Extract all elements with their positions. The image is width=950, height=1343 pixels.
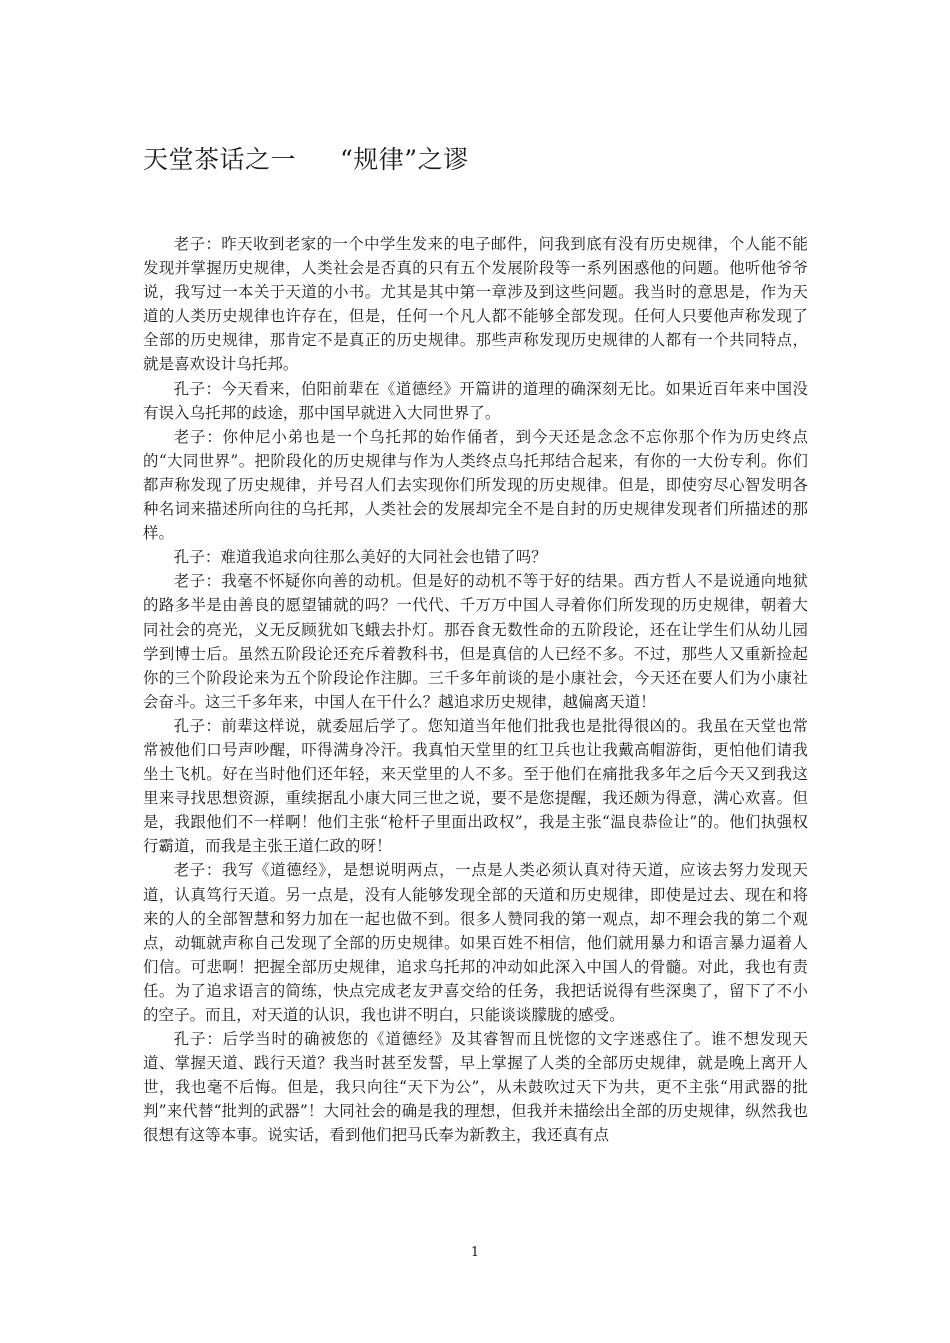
page-number: 1	[470, 1245, 480, 1260]
paragraph: 老子：我写《道德经》，是想说明两点，一点是人类必须认真对待天道，应该去努力发现天道，认真笃行天道。另一点是，没有人能够发现全部的天道和历史规律，即使是过去、现在和将来的人的全部智慧和努力加在一起也做不到。很多人赞同我的第一观点，却不理会我的第二个观点，动辄就声称自己发现了全部的历史规律。如果百姓不相信，他们就用暴力和语言暴力逼着人们信。可悲啊！把握全部历史规律，追求乌托邦的冲动如此深入中国人的骨髓。对此，我也有责任。为了追求语言的简练，快点完成老友尹喜交给的任务，我把话说得有些深奥了，留下了不小的空子。而且，对天道的认识，我也讲不明白，只能谈谈朦胧的感受。	[143, 861, 808, 1024]
paragraph: 老子：我毫不怀疑你向善的动机。但是好的动机不等于好的结果。西方哲人不是说通向地狱的路多半是由善良的愿望铺就的吗？一代代、千万万中国人寻着你们所发现的历史规律，朝着大同社会的亮光，义无反顾犹如飞蛾去扑灯。那吞食无数性命的五阶段论，还在让学生们从幼儿园学到博士后。虽然五阶段论还充斥着教科书，但是真信的人已经不多。不过，那些人又重新捡起你的三个阶段论来为五个阶段论作注脚。三千多年前谈的是小康社会，今天还在要人们为小康社会奋斗。这三千多年来，中国人在干什么？越追求历史规律，越偏离天道！	[143, 572, 808, 711]
title-sub: “规律”之谬	[340, 145, 469, 174]
document-body	[143, 232, 808, 1148]
paragraph: 老子：你仲尼小弟也是一个乌托邦的始作俑者，到今天还是念念不忘你那个作为历史终点的“大同世界”。把阶段化的历史规律与作为人类终点乌托邦结合起来，有你的一大份专利。你们都声称发现了历史规律，并号召人们去实现你们所发现的历史规律。但是，即使穷尽心智发明各种名词来描述所向往的乌托邦，人类社会的发展却完全不是自封的历史规律发现者们所描述的那样。	[143, 427, 808, 543]
paragraph: 孔子：前辈这样说，就委屈后学了。您知道当年他们批我也是批得很凶的。我虽在天堂也常常被他们口号声吵醒，吓得满身冷汗。我真怕天堂里的红卫兵也让我戴高帽游街，更怕他们请我坐土飞机。好在当时他们还年轻，来天堂里的人不多。至于他们在痛批我多年之后今天又到我这里来寻找思想资源，重续据乱小康大同三世之说，要不是您提醒，我还颇为得意，满心欢喜。但是，我跟他们不一样啊！他们主张“枪杆子里面出政权”，我是主张“温良恭俭让”的。他们执强权行霸道，而我是主张王道仁政的呀！	[143, 716, 808, 856]
paragraph: 老子：昨天收到老家的一个中学生发来的电子邮件，问我到底有没有历史规律，个人能不能发现并掌握历史规律，人类社会是否真的只有五个发展阶段等一系列困惑他的问题。他听他爷爷说，我写过一本关于天道的小书。尤其是其中第一章涉及到这些问题。我当时的意思是，作为天道的人类历史规律也许存在，但是，任何一个凡人都不能够全部发现。任何人只要他声称发现了全部的历史规律，那肯定不是真正的历史规律。那些声称发现历史规律的人都有一个共同特点，就是喜欢设计乌托邦。	[143, 235, 808, 374]
document-title	[143, 142, 469, 178]
paragraph: 孔子：难道我追求向往那么美好的大同社会也错了吗？	[173, 548, 547, 567]
paragraph: 孔子：今天看来，伯阳前辈在《道德经》开篇讲的道理的确深刻无比。如果近百年来中国没有误入乌托邦的歧途，那中国早就进入大同世界了。	[143, 379, 808, 422]
paragraph: 孔子：后学当时的确被您的《道德经》及其睿智而且恍惚的文字迷惑住了。谁不想发现天道、掌握天道、践行天道？我当时甚至发誓，早上掌握了人类的全部历史规律，就是晚上离开人世，我也毫不后悔。但是，我只向往“天下为公”，从未鼓吹过天下为共，更不主张“用武器的批判”来代替“批判的武器”！大同社会的确是我的理想，但我并未描绘出全部的历史规律，纵然我也很想有这等本事。说实话，看到他们把马氏奉为新教主，我还真有点	[143, 1030, 808, 1145]
title-main: 天堂茶话之一	[143, 145, 297, 174]
